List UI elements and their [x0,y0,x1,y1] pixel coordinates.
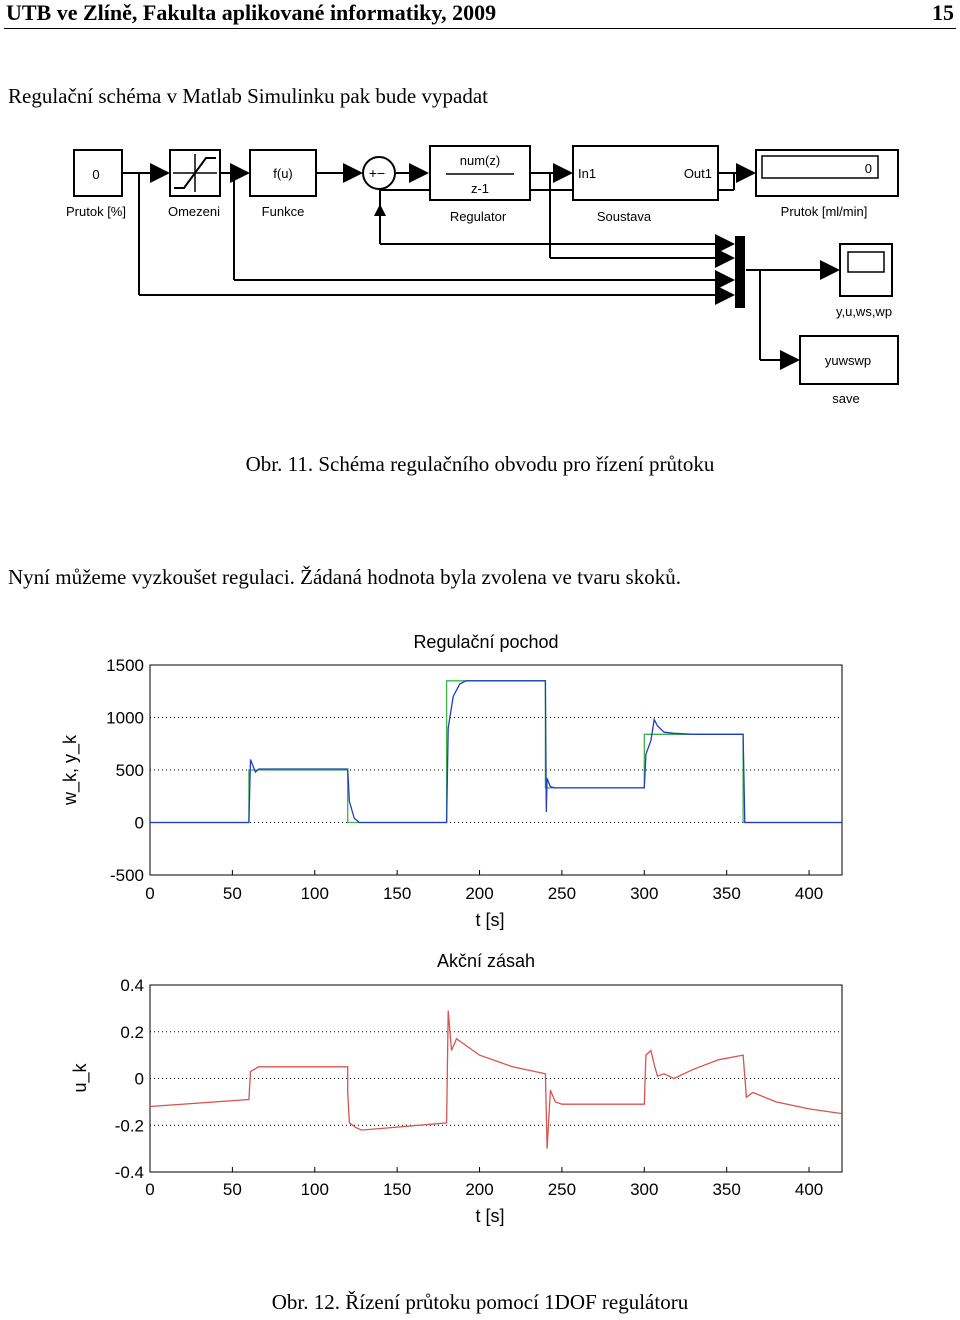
chart-1-xtick-label: 250 [547,1180,577,1199]
intro-text: Regulační schéma v Matlab Simulinku pak bude vypadat [8,84,488,108]
figure-caption-11: Obr. 11. Schéma regulačního obvodu pro řízení průtoku [245,452,715,476]
chart-1-ytick-label: 0.2 [120,1022,144,1042]
chart-0-xtick-label: 250 [547,884,577,903]
saturation-label: Omezeni [167,204,221,219]
header-title: UTB ve Zlíně, Fakulta aplikované informatiky, 2009 [6,0,497,25]
chart-0-title: Regulační pochod [413,632,559,652]
display-value: 0 [864,161,872,176]
chart-0-xtick-label: 150 [382,884,412,903]
chart-1-xtick-label: 100 [300,1180,329,1199]
chart-0-ytick-label: 500 [115,761,144,780]
regulator-numerator: num(z) [459,153,501,168]
function-expression: f(u) [273,166,293,181]
chart-1-xlabel: t [s] [475,1206,505,1226]
chart-0-ytick-label: -500 [109,866,144,885]
chart-1-title: Akční zásah [436,951,536,971]
regulator-denominator: z-1 [470,181,490,196]
chart-0-xtick-label: 350 [712,884,741,903]
chart-1-xtick-label: 50 [222,1180,242,1199]
body-text: Nyní můžeme vyzkoušet regulaci. Žádaná hodnota byla zvolena ve tvaru skoků. [8,565,681,589]
save-value: yuwswp [824,353,872,368]
chart-1-xtick-label: 0 [145,1180,155,1199]
chart-0-xlabel: t [s] [475,910,505,930]
chart-0-ytick-label: 1000 [106,708,144,728]
function-label: Funkce [261,204,305,219]
chart-1-ytick-label: -0.2 [114,1116,144,1136]
chart-0-ylabel: w_k, y_k [60,734,80,806]
page-number: 15 [932,0,954,25]
chart-1-xtick-label: 200 [465,1180,494,1199]
save-label: save [832,391,860,406]
chart-0-ytick-label: 0 [134,813,144,833]
plant-label: Soustava [596,209,652,224]
plant-input: In1 [578,166,597,181]
chart-1-xtick-label: 150 [382,1180,412,1199]
chart-1-ytick-label: 0.4 [120,976,144,995]
chart-1-ytick-label: -0.4 [114,1163,144,1182]
chart-0-ytick-label: 1500 [106,656,144,675]
chart-0-xtick-label: 200 [465,884,494,903]
figure-caption-12: Obr. 12. Řízení průtoku pomocí 1DOF regulátoru [271,1290,689,1314]
chart-0-xtick-label: 400 [794,884,824,903]
chart-1-ylabel: u_k [70,1063,90,1093]
sum-signs: +− [368,165,386,181]
scope-label: y,u,ws,wp [835,304,893,319]
constant-value: 0 [92,167,100,182]
chart-0-xtick-label: 0 [145,884,155,903]
display-label: Prutok [ml/min] [780,204,868,219]
regulator-label: Regulator [449,209,507,224]
chart-1-xtick-label: 350 [712,1180,741,1199]
chart-0-xtick-label: 300 [630,884,659,903]
chart-1-xtick-label: 300 [630,1180,659,1199]
chart-0-xtick-label: 50 [222,884,242,903]
chart-0-xtick-label: 100 [300,884,329,903]
chart-1-xtick-label: 400 [794,1180,824,1199]
constant-label: Prutok [%] [66,204,126,219]
chart-1-ytick-label: 0 [134,1069,144,1089]
plant-output: Out1 [683,166,712,181]
